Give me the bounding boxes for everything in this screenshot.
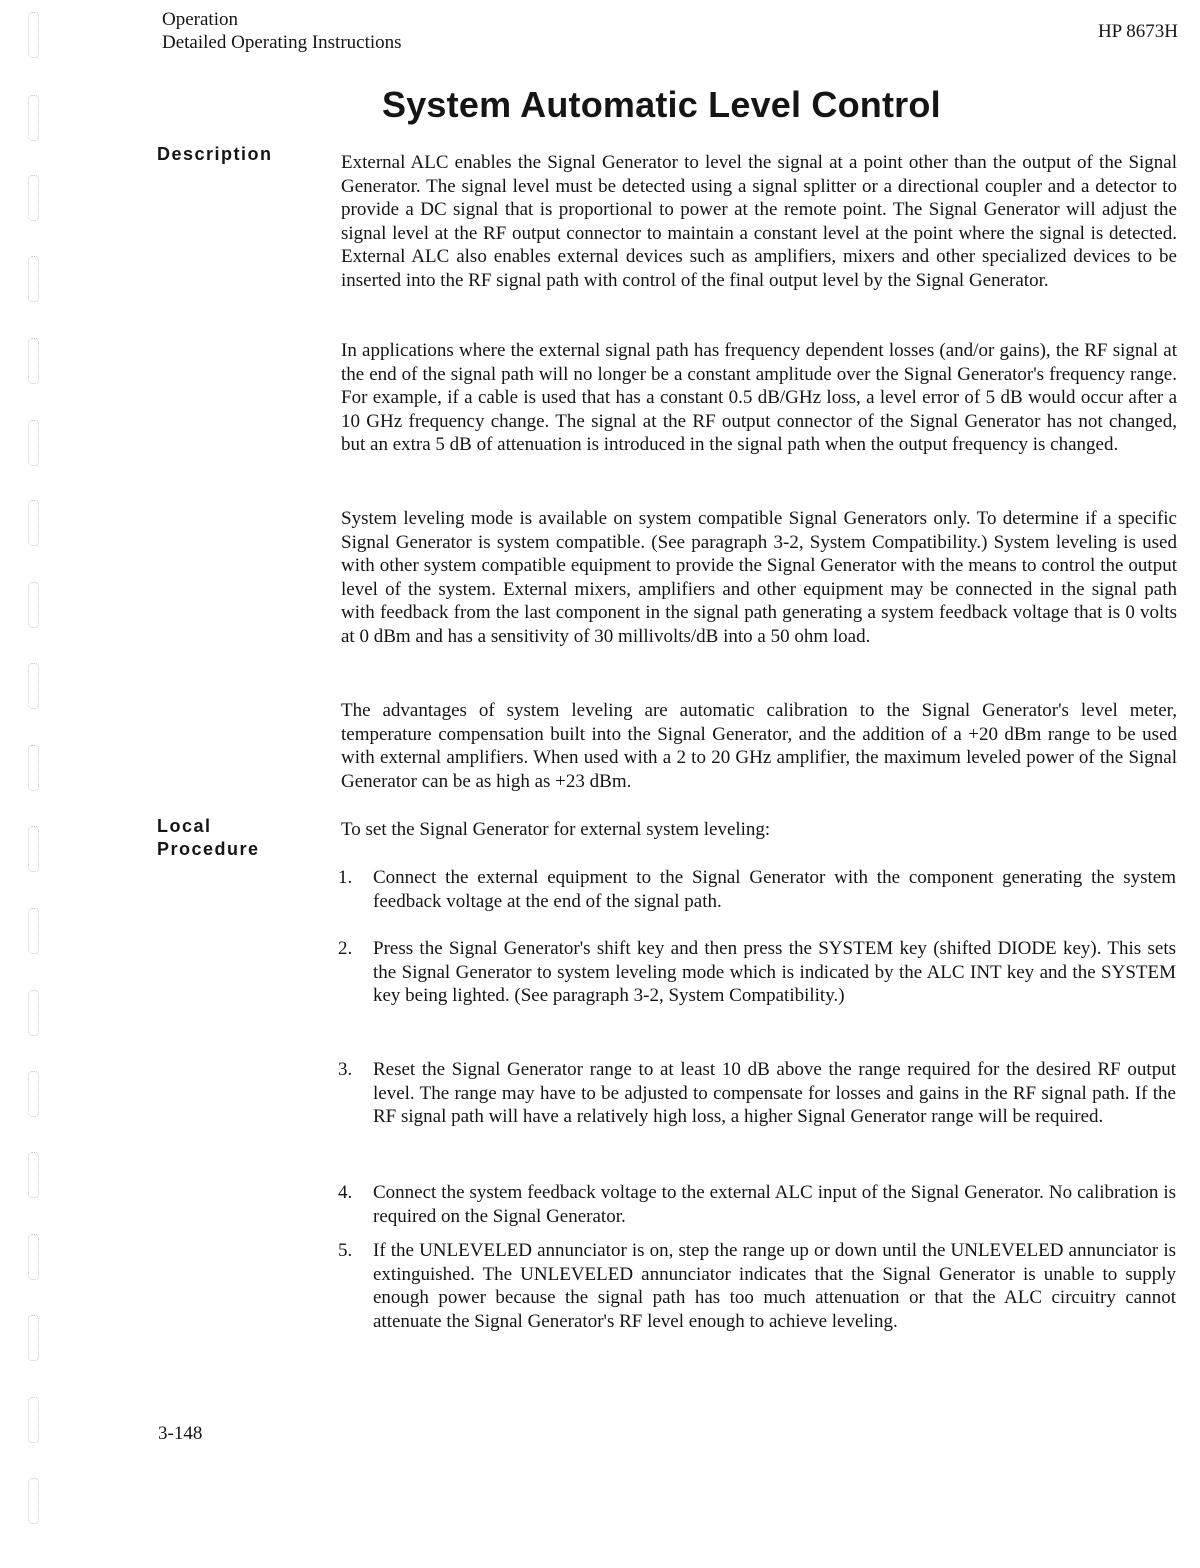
binder-hole — [28, 1478, 39, 1524]
binder-hole — [28, 1397, 39, 1443]
description-paragraph-1: External ALC enables the Signal Generator to level the signal at a point other than the output of the Signal Generator. The signal level must be detected using a signal splitter or a directional coupler and a detector to provide a DC signal that is proportional to power at the remote point. The Signal Generator will adjust the signal level at the RF output connector to maintain a constant level at the point where the signal is detected. External ALC also enables external devices such as amplifiers, mixers and other specialized devices to be inserted into the RF signal path with control of the final output level by the Signal Generator. — [341, 152, 1177, 291]
description-paragraph-2: In applications where the external signal path has frequency dependent losses (and/or gains), the RF signal at the end of the signal path will no longer be a constant amplitude over the Signal Generator's frequency range. For example, if a cable is used that has a constant 0.5 dB/GHz loss, a level error of 5 dB would occur after a 10 GHz frequency change. The signal at the RF output connector of the Signal Generator has not changed, but an extra 5 dB of attenuation is introduced in the signal path when the output frequency is changed. — [341, 340, 1177, 455]
step-text: If the UNLEVELED annunciator is on, step the range up or down until the UNLEVELED annunciator is extinguished. The UNLEVELED annunciator indicates that the Signal Generator is unable to supply enough power because the signal path has too much attenuation or that the ALC circuitry cannot attenuate the Signal Generator's RF level enough to achieve leveling. — [373, 1240, 1176, 1332]
step-number: 3. — [338, 1059, 353, 1080]
header-model: HP 8673H — [1097, 21, 1178, 42]
procedure-step — [338, 1239, 1176, 1333]
procedure-step — [338, 1181, 1176, 1228]
local-procedure-label — [157, 815, 260, 861]
binder-hole — [28, 420, 39, 466]
step-text: Reset the Signal Generator range to at least 10 dB above the range required for the desired RF output level. The range may have to be adjusted to compensate for losses and gains in the RF signal path. If the RF signal path will have a relatively high loss, a higher Signal Generator range will be required. — [373, 1059, 1176, 1127]
header-subsection: Detailed Operating Instructions — [162, 32, 402, 53]
binder-hole — [28, 95, 39, 141]
step-text: Connect the external equipment to the Signal Generator with the component generating the system feedback voltage at the end of the signal path. — [373, 867, 1176, 912]
local-procedure-label-line2: Procedure — [157, 839, 260, 859]
binder-hole — [28, 1315, 39, 1361]
header-section: Operation — [162, 9, 238, 30]
step-number: 5. — [338, 1240, 353, 1261]
procedure-step — [338, 937, 1176, 1008]
binder-hole — [28, 745, 39, 791]
binder-hole — [28, 1152, 39, 1198]
binder-hole — [28, 663, 39, 709]
binder-hole — [28, 990, 39, 1036]
running-header — [162, 8, 402, 54]
binder-hole — [28, 175, 39, 221]
step-text: Connect the system feedback voltage to the external ALC input of the Signal Generator. No calibration is required on the Signal Generator. — [373, 1182, 1176, 1227]
binder-hole — [28, 582, 39, 628]
page-title: System Automatic Level Control — [382, 84, 941, 125]
description-label: Description — [157, 144, 273, 164]
local-procedure-label-line1: Local — [157, 816, 212, 836]
binder-holes — [24, 0, 44, 1568]
step-number: 1. — [338, 867, 353, 888]
binder-hole — [28, 500, 39, 546]
binder-hole — [28, 12, 39, 58]
step-number: 2. — [338, 938, 353, 959]
description-paragraph-3: System leveling mode is available on system compatible Signal Generators only. To determine if a specific Signal Generator is system compatible. (See paragraph 3-2, System Compatibility.) System leveling is used with other system compatible equipment to provide the Signal Generator with the means to control the output level of the system. External mixers, amplifiers and other equipment may be connected in the signal path with feedback from the last component in the signal path generating a system feedback voltage that is 0 volts at 0 dBm and has a sensitivity of 30 millivolts/dB into a 50 ohm load. — [341, 508, 1177, 647]
binder-hole — [28, 1234, 39, 1280]
page-number: 3-148 — [158, 1423, 203, 1444]
binder-hole — [28, 1071, 39, 1117]
binder-hole — [28, 338, 39, 384]
description-paragraph-4: The advantages of system leveling are automatic calibration to the Signal Generator's level meter, temperature compensation built into the Signal Generator, and the addition of a +20 dBm range to be used with external amplifiers. When used with a 2 to 20 GHz amplifier, the maximum leveled power of the Signal Generator can be as high as +23 dBm. — [341, 700, 1177, 792]
procedure-intro: To set the Signal Generator for external system leveling: — [341, 819, 771, 840]
binder-hole — [28, 256, 39, 302]
procedure-step — [338, 866, 1176, 913]
procedure-step — [338, 1058, 1176, 1129]
binder-hole — [28, 908, 39, 954]
step-number: 4. — [338, 1182, 353, 1203]
step-text: Press the Signal Generator's shift key and then press the SYSTEM key (shifted DIODE key). This sets the Signal Generator to system leveling mode which is indicated by the ALC INT key and the SYSTEM key being lighted. (See paragraph 3-2, System Compatibility.) — [373, 938, 1176, 1006]
binder-hole — [28, 826, 39, 872]
